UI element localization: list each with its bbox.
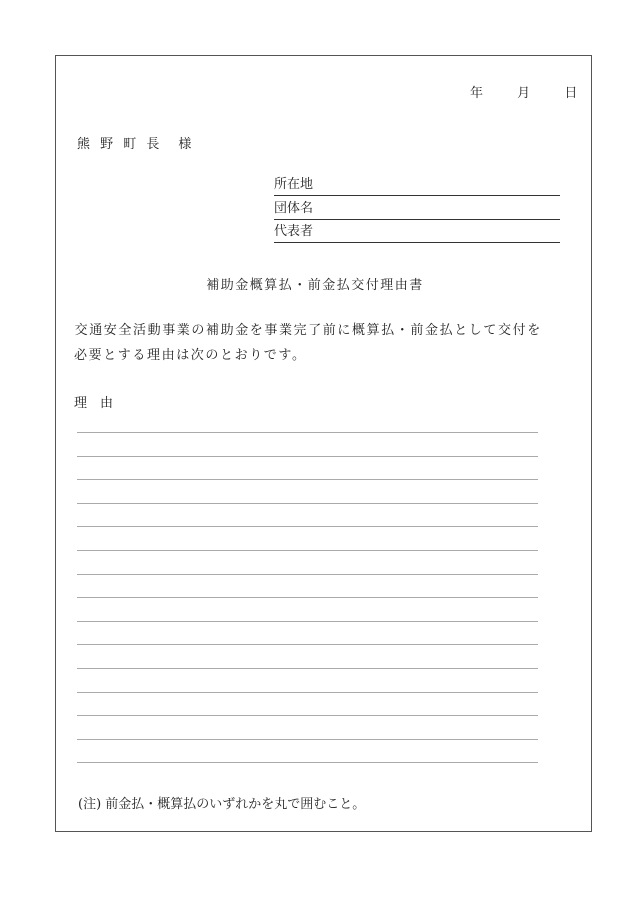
reason-line xyxy=(77,597,538,598)
reason-line xyxy=(77,574,538,575)
reason-line xyxy=(77,456,538,457)
address-label: 所在地 xyxy=(274,177,314,192)
month-label: 月 xyxy=(517,86,531,101)
reason-line xyxy=(77,550,538,551)
reason-line xyxy=(77,739,538,740)
reason-line xyxy=(77,479,538,480)
reason-line xyxy=(77,715,538,716)
address-field[interactable] xyxy=(274,177,560,196)
organization-field[interactable] xyxy=(274,201,560,220)
representative-label: 代表者 xyxy=(274,224,314,239)
reason-label: 理 由 xyxy=(74,396,114,411)
reason-line xyxy=(77,644,538,645)
reason-line xyxy=(77,503,538,504)
reason-line xyxy=(77,432,538,433)
date-line xyxy=(470,82,577,101)
document-title: 補助金概算払・前金払交付理由書 xyxy=(206,278,424,293)
addressee: 熊 野 町 長 様 xyxy=(77,137,195,152)
reason-line xyxy=(77,668,538,669)
day-label: 日 xyxy=(564,86,578,101)
reason-line xyxy=(77,621,538,622)
note: (注) 前金払・概算払のいずれかを丸で囲むこと。 xyxy=(78,797,366,812)
organization-label: 団体名 xyxy=(274,201,314,216)
body-text-line-1: 交通安全活動事業の補助金を事業完了前に概算払・前金払として交付を xyxy=(60,323,542,338)
year-label: 年 xyxy=(470,86,484,101)
body-text-line-2: 必要とする理由は次のとおりです。 xyxy=(74,348,307,363)
reason-line xyxy=(77,526,538,527)
reason-line xyxy=(77,762,538,763)
representative-field[interactable] xyxy=(274,224,560,243)
reason-line xyxy=(77,692,538,693)
